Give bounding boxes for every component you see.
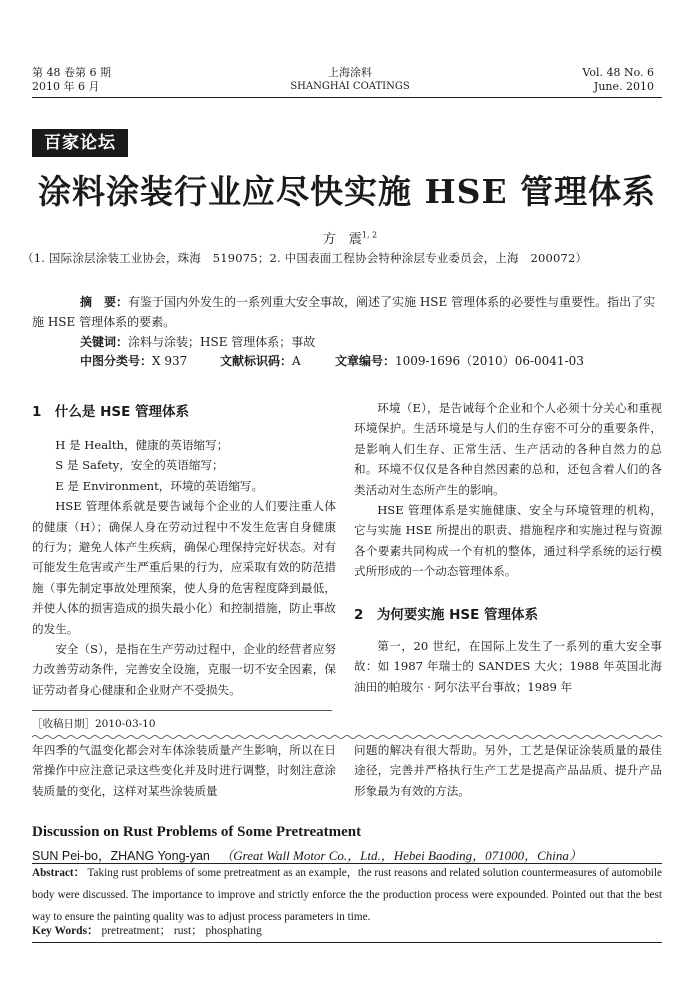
header-right bbox=[582, 66, 654, 94]
article-no-value: 1009-1696（2010）06-0041-03 bbox=[395, 354, 584, 368]
en-rule-bottom bbox=[32, 942, 662, 943]
other-left-text: 年四季的气温变化都会对车体涂装质量产生影响，所以在日常操作中应注意记录这些变化并及时进行调整，时刻注意涂装质量的变化，这样对某些涂装质量 bbox=[32, 743, 336, 798]
right-para1: 环境（E），是告诫每个企业和个人必须十分关心和重视环境保护。生活环境是与人们的生存密不可分的重要条件，是影响人们生存、正常生活、生产活动的各种自然力的总和。环境不仅仅是各种自然因素的总和，还包含着人们的各类活动对生态所产生的影响。 bbox=[354, 401, 662, 497]
author bbox=[0, 228, 700, 247]
section1-heading: 1 什么是 HSE 管理体系 bbox=[32, 404, 190, 420]
right-column bbox=[354, 398, 662, 582]
header-rule bbox=[32, 97, 662, 98]
author-affil-marker: 1, 2 bbox=[361, 230, 378, 240]
section2-heading: 2 为何要实施 HSE 管理体系 bbox=[354, 607, 539, 623]
author-name: 方 震 bbox=[322, 232, 362, 247]
journal-date: 2010 年 6 月 bbox=[32, 80, 100, 93]
en-authors: SUN Pei-bo，ZHANG Yong-yan bbox=[32, 849, 210, 863]
right-para3: 第一，20 世纪，在国际上发生了一系列的重大安全事故：如 1987 年瑞士的 SANDES 大火；1988 年英国北海油田的帕玻尔 · 阿尔法平台事故；1989 年 bbox=[354, 639, 662, 694]
journal-volume-en: Vol. 48 No. 6 bbox=[582, 66, 654, 79]
left-column bbox=[32, 435, 336, 700]
journal-name-cn: 上海涂料 bbox=[328, 66, 372, 79]
keywords-label: 关键词： bbox=[80, 335, 129, 349]
abstract-body: 有鉴于国内外发生的一系列重大安全事故，阐述了实施 HSE 管理体系的必要性与重要性。指出了实施 HSE 管理体系的要素。 bbox=[32, 295, 656, 329]
keywords bbox=[32, 332, 662, 352]
def-s: S 是 Safety，安全的英语缩写； bbox=[55, 458, 224, 473]
clc-value: X 937 bbox=[152, 354, 188, 368]
en-abstract-label: Abstract： bbox=[32, 867, 85, 879]
header-left bbox=[32, 66, 111, 94]
article-title: 涂料涂装行业应尽快实施 HSE 管理体系 bbox=[38, 172, 657, 211]
doc-code-label: 文献标识码： bbox=[220, 354, 293, 368]
en-keywords-text: pretreatment； rust； phosphating bbox=[101, 925, 262, 937]
en-abstract-text: Taking rust problems of some pretreatment as an example，the rust reasons and related solution countermeasures of automobile body were discussed. The importance to improve and strictly enforce the the production process were expounded. Pointed out that the best way to ensure the painting quality was to adjust process parameters in time. bbox=[32, 867, 662, 923]
abstract-text bbox=[32, 292, 662, 332]
section-tag: 百家论坛 bbox=[32, 129, 128, 157]
en-title: Discussion on Rust Problems of Some Pretreatment bbox=[32, 824, 362, 840]
abstract bbox=[32, 292, 662, 352]
other-left-column bbox=[32, 740, 336, 801]
def-e: E 是 Environment，环境的英语缩写。 bbox=[55, 478, 264, 493]
journal-name-en: SHANGHAI COATINGS bbox=[290, 81, 410, 92]
other-right-column bbox=[354, 740, 662, 801]
def-h: H 是 Health，健康的英语缩写； bbox=[55, 438, 229, 452]
section1-para1: HSE 管理体系就是要告诫每个企业的人们要注重人体的健康（H）；确保人身在劳动过程中不发生危害自身健康的行为；避免人体产生疾病，确保心理保持完好状态。对有可能发生危害或产生严重后果的行为，应采取有效的防范措施（事先制定事故处理预案，使人身的危害程度降到最低，并使人体的损害造成的损失最小化）和控制措施，防止事故的发生。 bbox=[32, 499, 336, 636]
section1-para2: 安全（S），是指在生产劳动过程中，企业的经营者应努力改善劳动条件，完善安全设施，克服一切不安全因素，保证劳动者身心健康和企业财产不受损失。 bbox=[32, 642, 336, 697]
header-center bbox=[250, 66, 450, 94]
right-column-cont bbox=[354, 636, 662, 697]
en-abstract bbox=[32, 862, 662, 928]
journal-volume: 第 48 卷第 6 期 bbox=[32, 66, 111, 79]
received-date: ［收稿日期］2010-03-10 bbox=[32, 718, 156, 730]
clc-label: 中图分类号： bbox=[80, 354, 153, 368]
abstract-label: 摘 要： bbox=[80, 295, 129, 309]
doc-code-value: A bbox=[292, 354, 301, 368]
other-right-text: 问题的解决有很大帮助。另外，工艺是保证涂装质量的最佳途径，完善并严格执行生产工艺是提高产品品质、提升产品形象最为有效的方法。 bbox=[354, 743, 662, 798]
article-no-label: 文章编号： bbox=[335, 354, 396, 368]
meta-article-no bbox=[335, 352, 584, 369]
en-affiliation: （Great Wall Motor Co.，Ltd.，Hebei Baoding，071000，China） bbox=[220, 848, 582, 863]
en-keywords bbox=[32, 922, 262, 938]
affiliation: （1. 国际涂层涂装工业协会，珠海 519075；2. 中国表面工程协会特种涂层专业委员会，上海 200072） bbox=[22, 251, 588, 265]
keywords-body: 涂料与涂装；HSE 管理体系；事故 bbox=[128, 335, 316, 349]
meta-doc-code bbox=[220, 352, 301, 369]
journal-date-en: June. 2010 bbox=[593, 80, 654, 93]
note-rule bbox=[32, 710, 332, 711]
en-keywords-label: Key Words： bbox=[32, 925, 99, 937]
meta-clc bbox=[80, 352, 187, 369]
right-para2: HSE 管理体系是实施健康、安全与环境管理的机构，它与实施 HSE 所提出的职责、措施程序和实施过程与资源各个要素共同构成一个有机的整体，通过科学系统的运行模式所形成的一个动态管理体系。 bbox=[354, 503, 662, 579]
